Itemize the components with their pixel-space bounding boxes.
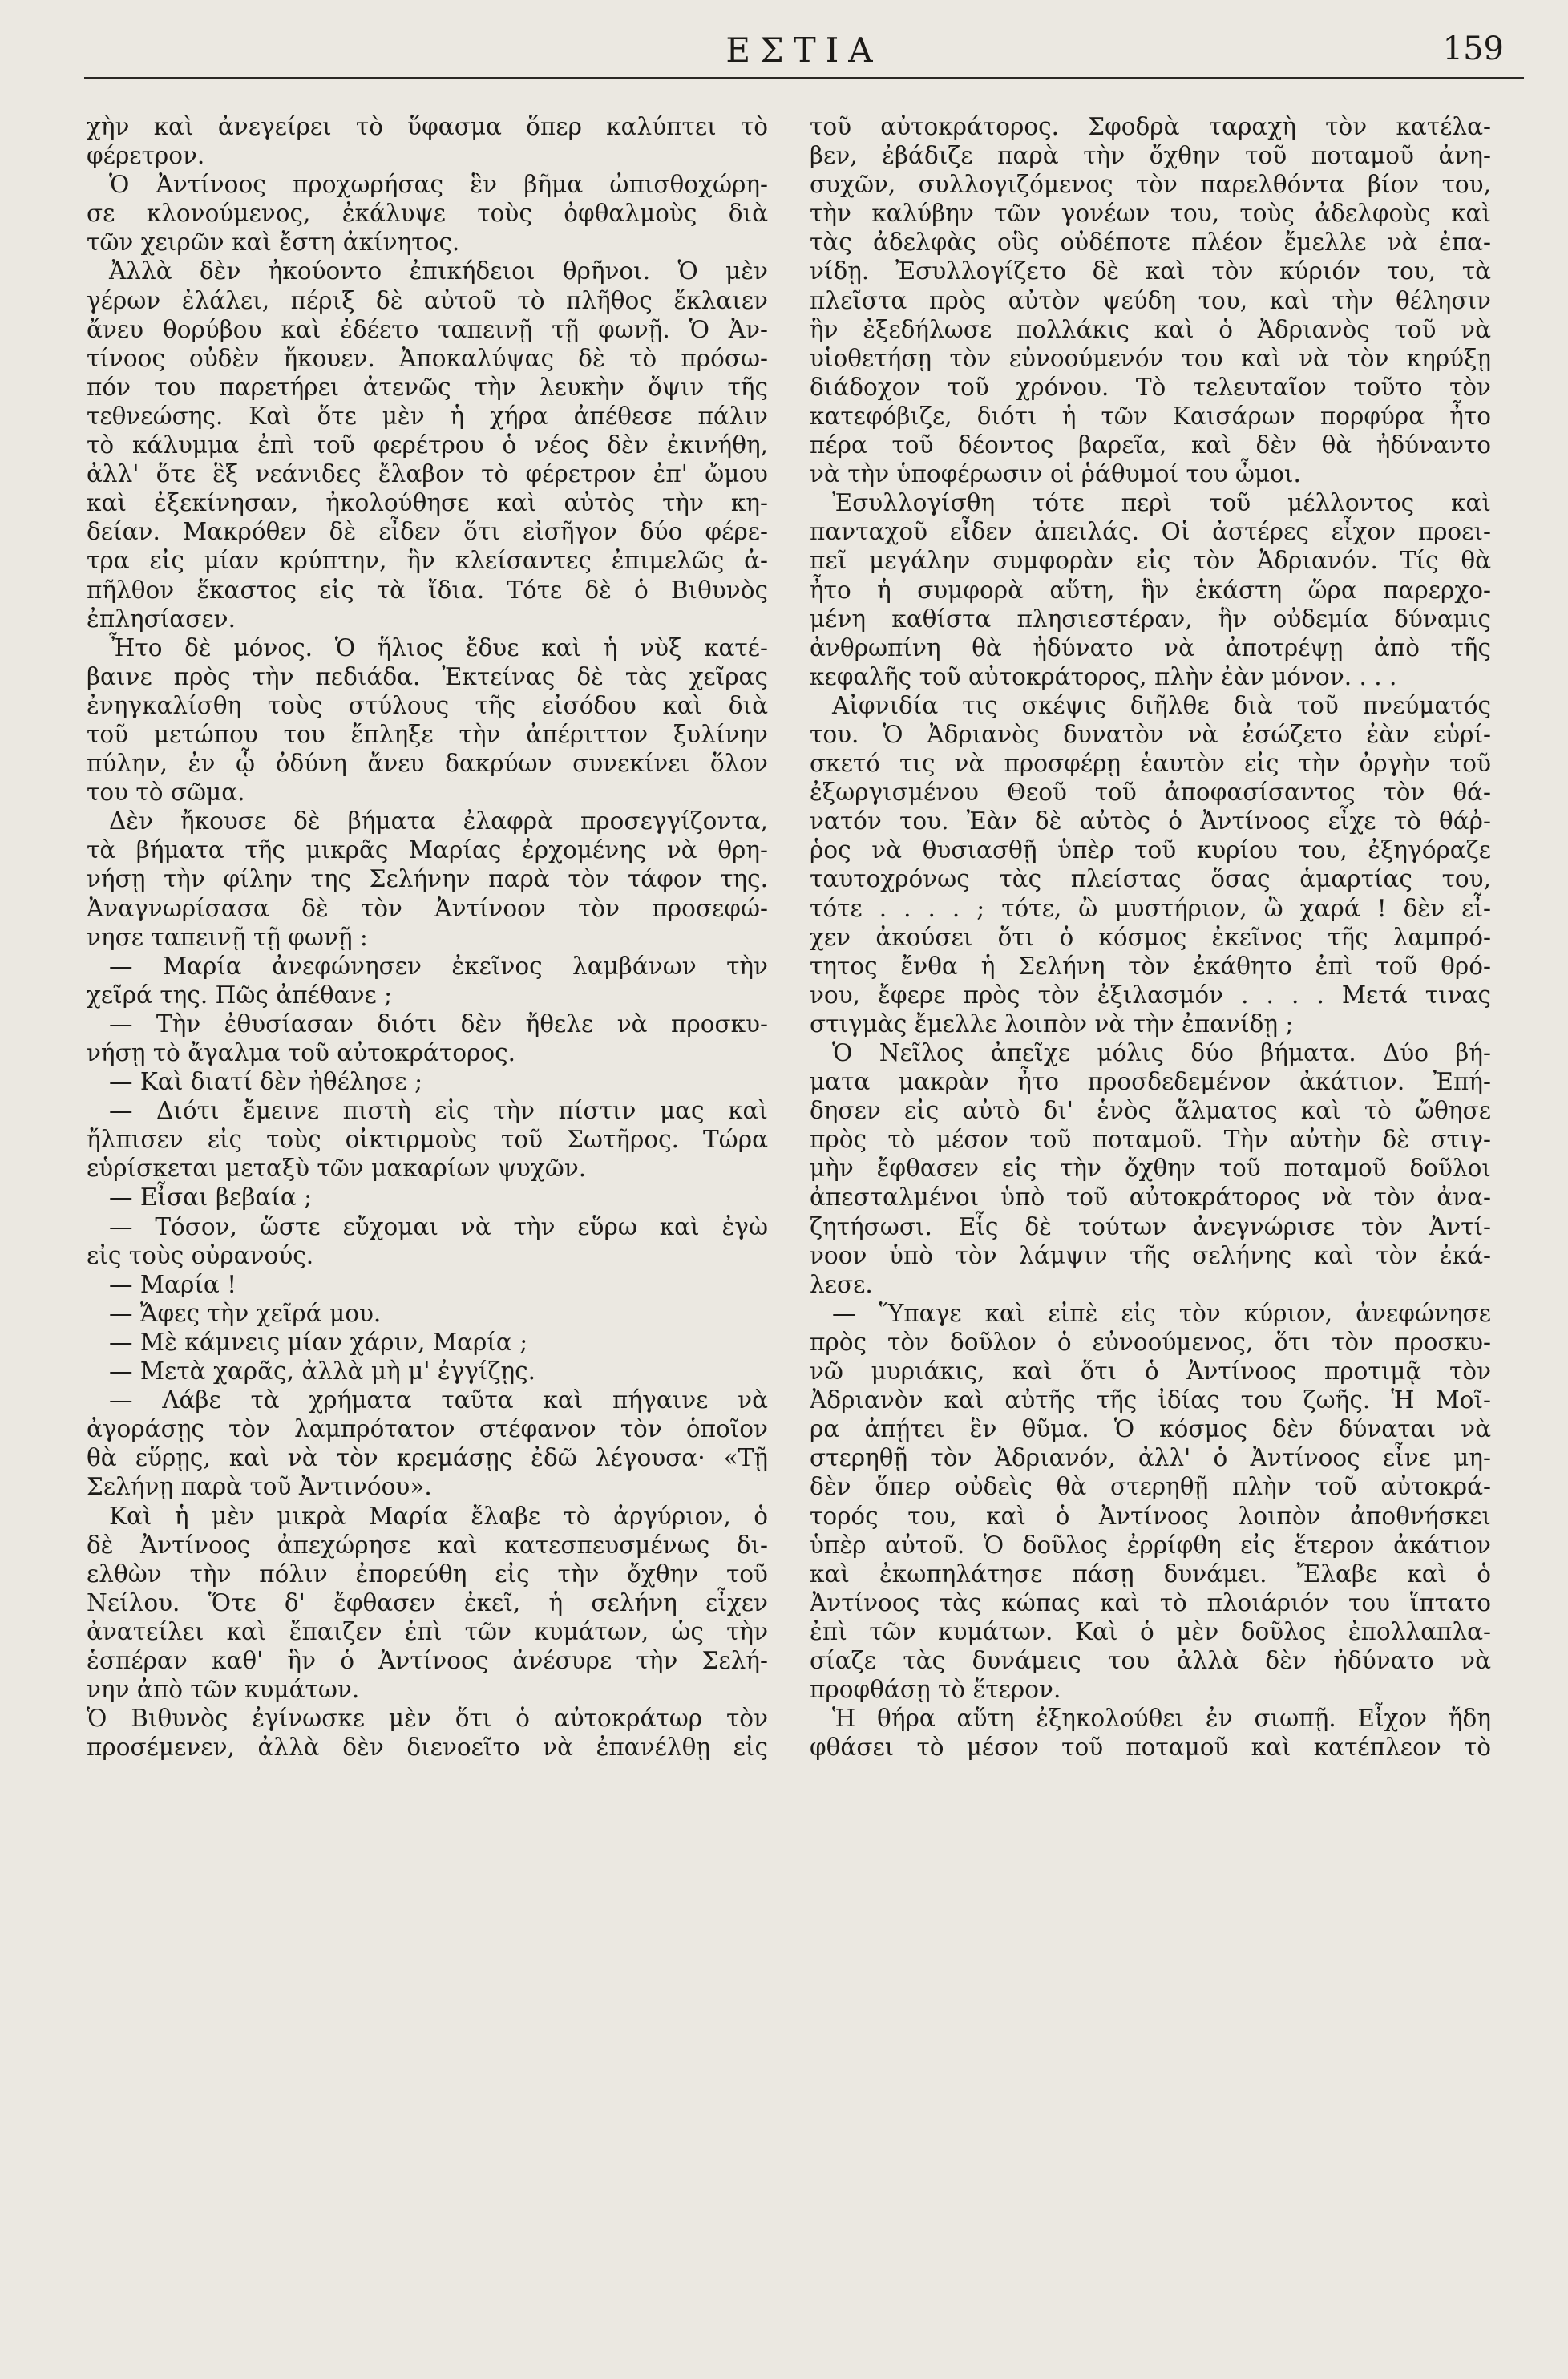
text-line: πόν του παρετήρει ἀτενῶς τὴν λευκὴν ὄψιν τῆς xyxy=(87,373,768,401)
text-line: μὴν ἔφθασεν εἰς τὴν ὄχθην τοῦ ποταμοῦ δοῦλοι xyxy=(810,1155,1491,1183)
text-line: Σελήνῃ παρὰ τοῦ Ἀντινόου». xyxy=(87,1473,432,1501)
text-line: ματα μακρὰν ἦτο προσδεδεμένον ἀκάτιον. Ἐπή- xyxy=(810,1068,1491,1096)
text-line: νου, ἔφερε πρὸς τὸν ἐξιλασμόν . . . . Μετά τινας xyxy=(810,981,1491,1009)
text-line: ἐπλησίασεν. xyxy=(87,605,236,633)
text-line: προσέμενεν, ἀλλὰ δὲν διενοεῖτο νὰ ἐπανέλθῃ εἰς xyxy=(87,1734,768,1762)
publication-title: ΕΣΤΙΑ xyxy=(725,30,883,70)
text-line: τίνοος οὐδὲν ἤκουεν. Ἀποκαλύψας δὲ τὸ πρόσω- xyxy=(87,344,768,372)
text-line: ἀπεσταλμένοι ὑπὸ τοῦ αὐτοκράτορος νὰ τὸν ἀνα- xyxy=(810,1183,1491,1212)
text-line: Ἐσυλλογίσθη τότε περὶ τοῦ μέλλοντος καὶ xyxy=(832,489,1491,517)
text-line: τὴν καλύβην τῶν γονέων του, τοὺς ἀδελφοὺς καὶ xyxy=(810,200,1491,228)
text-line: ἑσπέραν καθ' ἣν ὁ Ἀντίνοος ἀνέσυρε τὴν Σελή- xyxy=(87,1646,768,1674)
text-line: — Μὲ κάμνεις μίαν χάριν, Μαρία ; xyxy=(109,1328,528,1356)
text-line: Ὁ Ἀντίνοος προχωρήσας ἓν βῆμα ὠπισθοχώρη- xyxy=(109,171,768,199)
text-line: φθάσει τὸ μέσον τοῦ ποταμοῦ καὶ κατέπλεον τὸ xyxy=(810,1734,1491,1762)
page-header xyxy=(88,30,1520,75)
text-line: σκετό τις νὰ προσφέρῃ ἑαυτὸν εἰς τὴν ὀργὴν τοῦ xyxy=(810,750,1491,778)
text-line: Δὲν ἤκουσε δὲ βήματα ἐλαφρὰ προσεγγίζοντα, xyxy=(109,807,768,835)
text-line: νήσῃ τὴν φίλην της Σελήνην παρὰ τὸν τάφον της. xyxy=(87,865,768,893)
right-column xyxy=(810,112,1491,2357)
text-line: νοον ὑπὸ τὸν λάμψιν τῆς σελήνης καὶ τὸν ἐκά- xyxy=(810,1241,1491,1269)
text-line: — Καὶ διατί δὲν ἠθέλησε ; xyxy=(109,1068,423,1096)
text-line: ἀλλ' ὅτε ἓξ νεάνιδες ἔλαβον τὸ φέρετρον ἐπ' ὤμου xyxy=(87,460,768,488)
text-line: τοῦ αὐτοκράτορος. Σφοδρὰ ταραχὴ τὸν κατέλα- xyxy=(810,113,1491,140)
text-line: — Ὕπαγε καὶ εἰπὲ εἰς τὸν κύριον, ἀνεφώνησε xyxy=(832,1299,1491,1327)
text-line: Αἰφνιδία τις σκέψις διῆλθε διὰ τοῦ πνεύματός xyxy=(832,691,1491,719)
text-line: γέρων ἐλάλει, πέριξ δὲ αὐτοῦ τὸ πλῆθος ἔκλαιεν xyxy=(87,286,768,314)
text-line: Ἀδριανὸν καὶ αὐτῆς τῆς ἰδίας του ζωῆς. Ἡ Μοῖ- xyxy=(810,1386,1491,1414)
text-line: — Ἄφες τὴν χεῖρά μου. xyxy=(109,1299,382,1327)
text-line: τητος ἔνθα ἡ Σελήνη τὸν ἐκάθητο ἐπὶ τοῦ θρό- xyxy=(810,952,1491,980)
text-line: Ἀλλὰ δὲν ἠκούοντο ἐπικήδειοι θρῆνοι. Ὁ μὲν xyxy=(109,257,768,285)
text-line: πύλην, ἐν ᾧ ὀδύνη ἄνευ δακρύων συνεκίνει ὅλον xyxy=(87,750,768,778)
text-line: πανταχοῦ εἶδεν ἀπειλάς. Οἱ ἀστέρες εἶχον προει- xyxy=(810,518,1491,546)
text-line: — Τὴν ἐθυσίασαν διότι δὲν ἤθελε νὰ προσκυ- xyxy=(109,1009,768,1038)
text-line: σε κλονούμενος, ἐκάλυψε τοὺς ὀφθαλμοὺς διὰ xyxy=(87,200,768,228)
text-line: νησε ταπεινῇ τῇ φωνῇ : xyxy=(87,923,368,951)
text-line: μένη καθίστα πλησιεστέραν, ἣν οὐδεμία δύναμις xyxy=(810,605,1491,633)
text-line: ελθὼν τὴν πόλιν ἐπορεύθη εἰς τὴν ὄχθην τοῦ xyxy=(87,1560,768,1588)
text-line: χεν ἀκούσει ὅτι ὁ κόσμος ἐκεῖνος τῆς λαμπρό- xyxy=(810,923,1491,951)
text-line: του τὸ σῶμα. xyxy=(87,779,245,807)
text-line: κεφαλῆς τοῦ αὐτοκράτορος, πλὴν ἐὰν μόνον. . . . xyxy=(810,662,1397,690)
text-line: Ὁ Βιθυνὸς ἐγίνωσκε μὲν ὅτι ὁ αὐτοκράτωρ τὸν xyxy=(87,1705,768,1733)
text-line: διάδοχον τοῦ χρόνου. Τὸ τελευταῖον τοῦτο τὸν xyxy=(810,373,1491,401)
text-line: ἀνθρωπίνη θὰ ἠδύνατο νὰ ἀποτρέψῃ ἀπὸ τῆς xyxy=(810,633,1491,662)
text-line: δὲ Ἀντίνοος ἀπεχώρησε καὶ κατεσπευσμένως δι- xyxy=(87,1531,768,1559)
text-line: τὸ κάλυμμα ἐπὶ τοῦ φερέτρου ὁ νέος δὲν ἐκινήθη, xyxy=(87,431,768,459)
text-line: — Μαρία ! xyxy=(109,1270,237,1298)
text-line: στερηθῇ τὸν Ἀδριανόν, ἀλλ' ὁ Ἀντίνοος εἶνε μη- xyxy=(810,1444,1491,1472)
text-line: νατόν του. Ἐὰν δὲ αὐτὸς ὁ Ἀντίνοος εἶχε τὸ θάῤ- xyxy=(810,807,1491,835)
text-line: ὑπὲρ αὐτοῦ. Ὁ δοῦλος ἐρρίφθη εἰς ἕτερον ἀκάτιον xyxy=(810,1531,1491,1559)
left-column xyxy=(87,112,768,2357)
text-line: εἰς τοὺς οὐρανούς. xyxy=(87,1241,314,1269)
text-line: ταυτοχρόνως τὰς πλείστας ὅσας ἁμαρτίας του, xyxy=(810,865,1491,893)
text-line: — Μετὰ χαρᾶς, ἀλλὰ μὴ μ' ἐγγίζῃς. xyxy=(109,1357,536,1386)
header-rule xyxy=(84,77,1524,79)
text-line: τοῦ μετώπου του ἔπληξε τὴν ἀπέριττον ξυλίνην xyxy=(87,720,768,748)
text-line: του. Ὁ Ἀδριανὸς δυνατὸν νὰ ἐσώζετο ἐὰν εὑρί- xyxy=(810,720,1491,748)
text-line: πῆλθον ἕκαστος εἰς τὰ ἴδια. Τότε δὲ ὁ Βιθυνὸς xyxy=(87,576,768,604)
text-line: δὲν ὅπερ οὐδεὶς θὰ στερηθῇ πλὴν τοῦ αὐτοκρά- xyxy=(810,1473,1491,1501)
text-line: ρα ἀπῄτει ἓν θῦμα. Ὁ κόσμος δὲν δύναται νὰ xyxy=(810,1415,1491,1443)
text-line: υἱοθετήσῃ τὸν εὐνοούμενόν του καὶ νὰ τὸν κηρύξῃ xyxy=(810,344,1491,372)
text-line: συχῶν, συλλογιζόμενος τὸν παρελθόντα βίον του, xyxy=(810,171,1491,199)
text-line: τῶν χειρῶν καὶ ἔστη ἀκίνητος. xyxy=(87,229,460,257)
text-line: — Μαρία ἀνεφώνησεν ἐκεῖνος λαμβάνων τὴν xyxy=(109,952,768,980)
text-line: τρα εἰς μίαν κρύπτην, ἣν κλείσαντες ἐπιμελῶς ἀ- xyxy=(87,547,768,575)
text-line: ἄνευ θορύβου καὶ ἐδέετο ταπεινῇ τῇ φωνῇ. Ὁ Ἀν- xyxy=(87,315,768,343)
text-line: τότε . . . . ; τότε, ὢ μυστήριον, ὢ χαρά ! δὲν εἶ- xyxy=(810,894,1491,922)
text-line: νίδῃ. Ἐσυλλογίζετο δὲ καὶ τὸν κύριόν του, τὰ xyxy=(810,257,1491,285)
text-line: ἐνηγκαλίσθη τοὺς στύλους τῆς εἰσόδου καὶ διὰ xyxy=(87,691,768,719)
text-line: δείαν. Μακρόθεν δὲ εἶδεν ὅτι εἰσῆγον δύο φέρε- xyxy=(87,518,768,546)
text-line: — Τόσον, ὥστε εὔχομαι νὰ τὴν εὕρω καὶ ἐγὼ xyxy=(109,1212,768,1240)
text-line: πρὸς τὸν δοῦλον ὁ εὐνοούμενος, ὅτι τὸν προσκυ- xyxy=(810,1328,1491,1356)
text-line: Ὁ Νεῖλος ἀπεῖχε μόλις δύο βήματα. Δύο βή- xyxy=(832,1039,1491,1066)
text-line: καὶ ἐξεκίνησαν, ἠκολούθησε καὶ αὐτὸς τὴν κη- xyxy=(87,489,768,517)
text-line: βεν, ἐβάδιζε παρὰ τὴν ὄχθην τοῦ ποταμοῦ ἀνη- xyxy=(810,142,1491,170)
text-line: ἀνατείλει καὶ ἔπαιζεν ἐπὶ τῶν κυμάτων, ὡς τὴν xyxy=(87,1617,768,1645)
text-line: — Λάβε τὰ χρήματα ταῦτα καὶ πήγαινε νὰ xyxy=(109,1386,768,1414)
text-line: προφθάσῃ τὸ ἕτερον. xyxy=(810,1676,1061,1704)
text-line: πεῖ μεγάλην συμφορὰν εἰς τὸν Ἀδριανόν. Τίς θὰ xyxy=(810,547,1491,575)
text-line: τεθνεώσης. Καὶ ὅτε μὲν ἡ χήρα ἀπέθεσε πάλιν xyxy=(87,402,768,430)
text-line: Ἀναγνωρίσασα δὲ τὸν Ἀντίνοον τὸν προσεφώ- xyxy=(87,894,768,922)
text-line: δησεν εἰς αὐτὸ δι' ἑνὸς ἅλματος καὶ τὸ ὤθησε xyxy=(810,1097,1491,1125)
text-line: ῥος νὰ θυσιασθῇ ὑπὲρ τοῦ κυρίου του, ἐξηγόραζε xyxy=(810,836,1491,864)
text-line: στιγμὰς ἔμελλε λοιπὸν νὰ τὴν ἐπανίδῃ ; xyxy=(810,1009,1294,1038)
page-number: 159 xyxy=(1442,30,1504,67)
text-line: — Εἶσαι βεβαία ; xyxy=(109,1183,313,1212)
text-line: εὑρίσκεται μεταξὺ τῶν μακαρίων ψυχῶν. xyxy=(87,1155,587,1183)
text-line: θὰ εὕρῃς, καὶ νὰ τὸν κρεμάσῃς ἐδῶ λέγουσα· «Τῇ xyxy=(87,1444,768,1472)
text-line: χὴν καὶ ἀνεγείρει τὸ ὕφασμα ὅπερ καλύπτει τὸ xyxy=(87,113,768,140)
text-line: ἐξωργισμένου Θεοῦ τοῦ ἀποφασίσαντος τὸν θά- xyxy=(810,779,1491,807)
text-line: ἣν ἐξεδήλωσε πολλάκις καὶ ὁ Ἀδριανὸς τοῦ νὰ xyxy=(810,315,1491,343)
text-line: τὰ βήματα τῆς μικρᾶς Μαρίας ἐρχομένης νὰ θρη- xyxy=(87,836,768,864)
text-line: νήσῃ τὸ ἄγαλμα τοῦ αὐτοκράτορος. xyxy=(87,1039,516,1066)
text-line: νην ἀπὸ τῶν κυμάτων. xyxy=(87,1676,360,1704)
text-line: ἀγοράσῃς τὸν λαμπρότατον στέφανον τὸν ὁποῖον xyxy=(87,1415,768,1443)
text-line: χεῖρά της. Πῶς ἀπέθανε ; xyxy=(87,981,393,1009)
text-line: πλεῖστα πρὸς αὐτὸν ψεύδη του, καὶ τὴν θέλησιν xyxy=(810,286,1491,314)
text-line: σίαζε τὰς δυνάμεις του ἀλλὰ δὲν ἠδύνατο νὰ xyxy=(810,1646,1491,1674)
text-line: Ἡ θήρα αὕτη ἐξηκολούθει ἐν σιωπῇ. Εἶχον ἤδη xyxy=(832,1705,1491,1733)
text-line: Ἦτο δὲ μόνος. Ὁ ἥλιος ἔδυε καὶ ἡ νὺξ κατέ- xyxy=(109,633,768,662)
text-line: νῶ μυριάκις, καὶ ὅτι ὁ Ἀντίνοος προτιμᾷ τὸν xyxy=(810,1357,1491,1386)
text-line: ἦτο ἡ συμφορὰ αὕτη, ἣν ἑκάστη ὥρα παρερχο- xyxy=(810,576,1491,604)
text-line: πέρα τοῦ δέοντος βαρεῖα, καὶ δὲν θὰ ἠδύναντο xyxy=(810,431,1491,459)
text-line: τορός του, καὶ ὁ Ἀντίνοος λοιπὸν ἀποθνήσκει xyxy=(810,1502,1491,1530)
text-line: τὰς ἀδελφὰς οὓς οὐδέποτε πλέον ἔμελλε νὰ ἐπα- xyxy=(810,229,1491,257)
text-line: ζητήσωσι. Εἷς δὲ τούτων ἀνεγνώρισε τὸν Ἀντί- xyxy=(810,1212,1491,1240)
text-line: καὶ ἐκωπηλάτησε πάσῃ δυνάμει. Ἔλαβε καὶ ὁ xyxy=(810,1560,1491,1588)
text-line: νὰ τὴν ὑποφέρωσιν οἱ ῥάθυμοί του ὦμοι. xyxy=(810,460,1301,488)
text-line: πρὸς τὸ μέσον τοῦ ποταμοῦ. Τὴν αὐτὴν δὲ στιγ- xyxy=(810,1126,1491,1154)
text-line: Καὶ ἡ μὲν μικρὰ Μαρία ἔλαβε τὸ ἀργύριον, ὁ xyxy=(109,1502,768,1530)
text-line: κατεφόβιζε, διότι ἡ τῶν Καισάρων πορφύρα ἦτο xyxy=(810,402,1491,430)
text-line: ἤλπισεν εἰς τοὺς οἰκτιρμοὺς τοῦ Σωτῆρος. Τώρα xyxy=(87,1126,768,1154)
text-line: ἐπὶ τῶν κυμάτων. Καὶ ὁ μὲν δοῦλος ἐπολλαπλα- xyxy=(810,1617,1491,1645)
text-line: — Διότι ἔμεινε πιστὴ εἰς τὴν πίστιν μας καὶ xyxy=(109,1097,768,1125)
text-line: Ἀντίνοος τὰς κώπας καὶ τὸ πλοιάριόν του ἵπτατο xyxy=(810,1588,1491,1616)
text-line: βαινε πρὸς τὴν πεδιάδα. Ἐκτείνας δὲ τὰς χεῖρας xyxy=(87,662,768,690)
text-line: Νείλου. Ὅτε δ' ἔφθασεν ἐκεῖ, ἡ σελήνη εἶχεν xyxy=(87,1588,768,1616)
text-line: φέρετρον. xyxy=(87,142,205,170)
text-line: λεσε. xyxy=(810,1270,873,1298)
